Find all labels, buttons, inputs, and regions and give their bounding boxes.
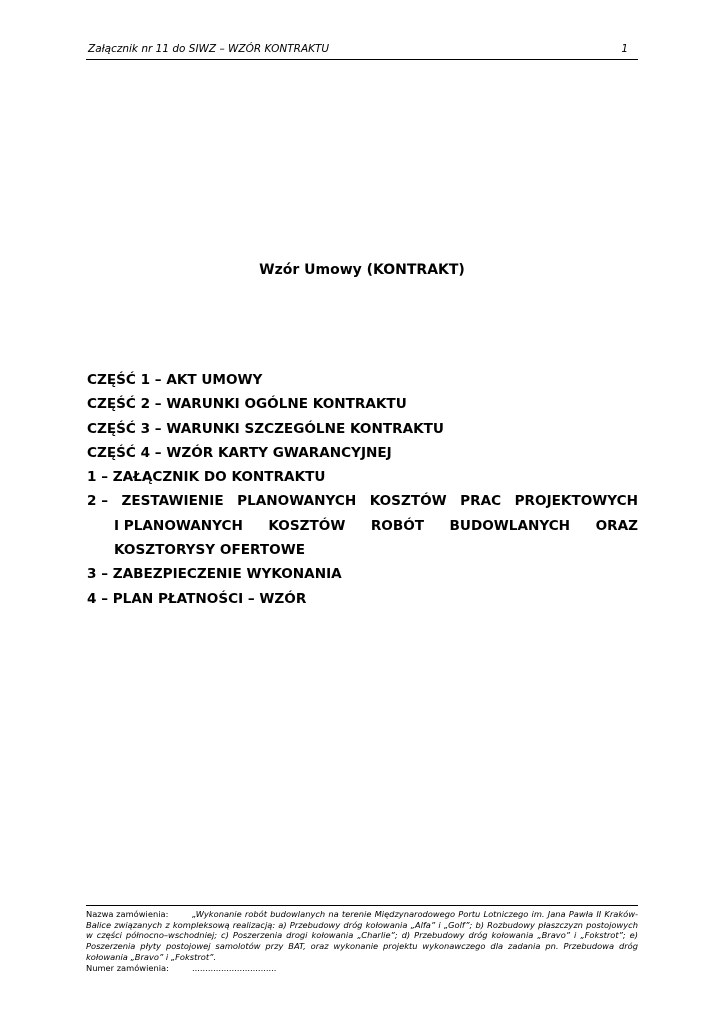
word: 2 – (87, 493, 108, 510)
page-header (86, 43, 638, 60)
toc-item-attachment-1: 1 – ZAŁĄCZNIK DO KONTRAKTU (87, 469, 326, 486)
page-number: 1 (621, 43, 628, 55)
toc-item-attachment-2 (87, 489, 638, 562)
word: PROJEKTOWYCH (514, 493, 638, 510)
toc-item-part-4: CZĘŚĆ 4 – WZÓR KARTY GWARANCYJNEJ (87, 444, 392, 461)
word: I PLANOWANYCH (114, 517, 243, 534)
word: KOSZTÓW (369, 493, 447, 510)
header-title: Załącznik nr 11 do SIWZ – WZÓR KONTRAKTU (88, 43, 330, 55)
order-name-value: „Wykonanie robót budowlanych na terenie Międzynarodowego Portu Lotniczego im. Jana Pawła II Kraków-Balice związanych z kompleksową realizacją: a) Przebudowy dróg kołowania „Alfa” i „Golf”; b) Rozbudowy płaszczyzn postojowych w części północno–wschodniej; c) Poszerzenia drogi kołowania „Charlie”; d) Przebudowy dróg kołowania „Bravo” i „Fokstrot”; e) Poszerzenia płyty postojowej samolotów przy BAT, oraz wykonanie projektu wykonawczego dla zadania pn. Przebudowa dróg kołowania „Bravo” i „Fokstrot”. (86, 909, 638, 962)
order-number-label: Numer zamówienia: (86, 962, 169, 973)
word: ZESTAWIENIE (121, 493, 224, 510)
word: PRAC (460, 493, 502, 510)
order-number-value: ................................ (192, 962, 277, 973)
table-of-contents (87, 368, 638, 611)
word: ROBÓT (370, 517, 425, 534)
word: ORAZ (595, 517, 638, 534)
toc-item-part-3: CZĘŚĆ 3 – WARUNKI SZCZEGÓLNE KONTRAKTU (87, 420, 444, 437)
toc-item-attachment-2-line-2 (87, 514, 638, 538)
order-number (86, 963, 638, 974)
toc-item-attachment-4: 4 – PLAN PŁATNOŚCI – WZÓR (87, 590, 307, 607)
toc-item-part-1: CZĘŚĆ 1 – AKT UMOWY (87, 372, 263, 388)
word: PLANOWANYCH (237, 493, 357, 510)
page-footer (86, 905, 638, 973)
toc-item-part-2: CZĘŚĆ 2 – WARUNKI OGÓLNE KONTRAKTU (87, 396, 407, 413)
toc-item-attachment-2-line-1 (87, 489, 638, 513)
word: BUDOWLANYCH (449, 517, 571, 534)
toc-item-attachment-2-line-3: KOSZTORYSY OFERTOWE (114, 542, 305, 559)
document-title: Wzór Umowy (KONTRAKT) (259, 262, 465, 278)
toc-item-attachment-3: 3 – ZABEZPIECZENIE WYKONANIA (87, 566, 342, 583)
order-name (86, 909, 638, 963)
order-name-label: Nazwa zamówienia: (86, 909, 169, 919)
word: KOSZTÓW (268, 517, 346, 534)
